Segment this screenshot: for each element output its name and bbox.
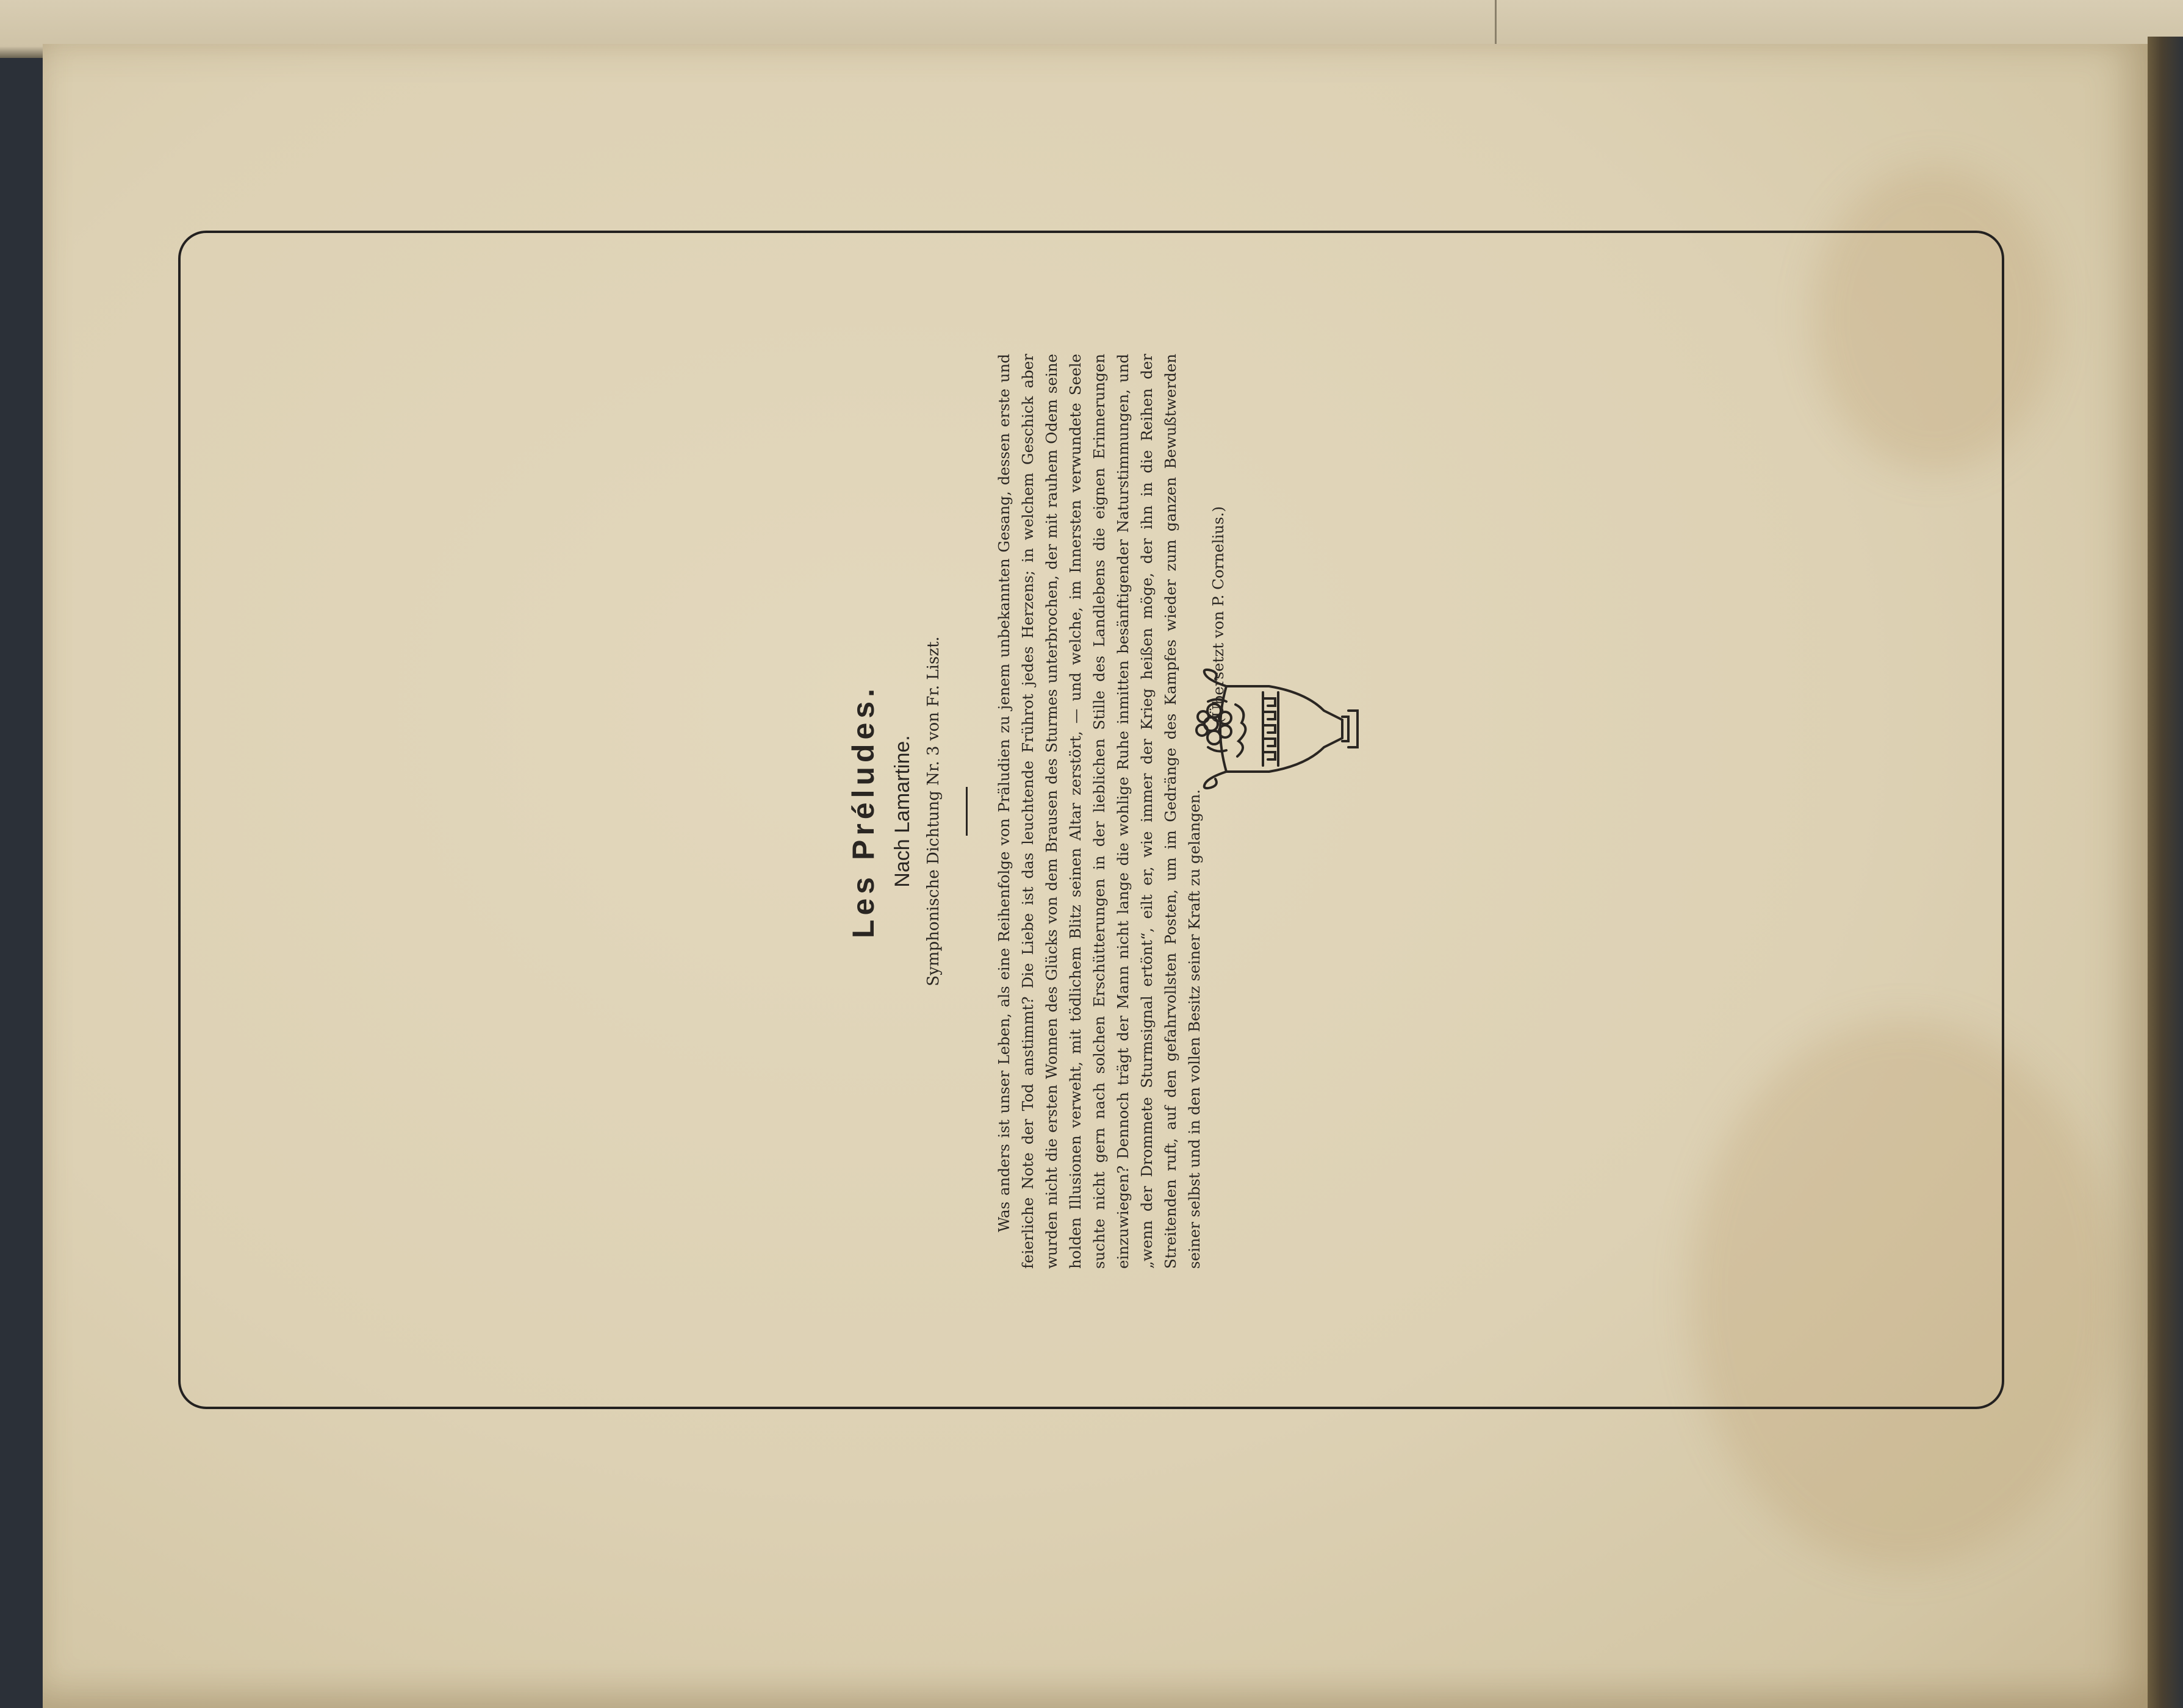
text-block (818, 323, 1367, 1299)
urn-ornament-icon (1190, 668, 1391, 790)
translator-credit: (Übersetzt von P. Cornelius.) (1209, 506, 1227, 723)
work-dedication: Symphonische Dichtung Nr. 3 von Fr. Liszt. (924, 636, 943, 986)
page-subtitle: Nach Lamartine. (891, 735, 914, 888)
right-page-edge (2148, 37, 2183, 1708)
body-paragraph: Was anders ist unser Leben, als eine Reihenfolge von Präludien zu jenem unbekannten Gesang, dessen erste und feierliche Note der Tod anstimmt? Die Liebe ist das leuchtende Frührot jedes Herzens; in welchem Geschick aber wurden nicht die ersten Wonnen des Glücks von dem Brausen des Sturmes unterbrochen, der mit rauhem Odem seine holden Illusionen verweht, mit tödlichem Blitz seinen Altar zerstört, — und welche, im Innersten verwundete Seele suchte nicht gern nach solchen Erschütterungen in der lieblichen Stille des Landlebens die eignen Erinnerungen einzuwiegen? Dennoch trägt der Mann nicht lange die wohlige Ruhe inmitten besänftigender Naturstimmungen, und „wenn der Drommete Sturmsignal ertönt“, eilt er, wie immer der Krieg heißen möge, der ihn in die Reihen der Streitenden ruft, auf den gefahrvollsten Posten, um im Gedränge des Kampfes wieder zum ganzen Bewußtwerden seiner selbst und in den vollen Besitz seiner Kraft zu gelangen. (995, 354, 1203, 1269)
urn-ornament-drawing (1190, 668, 1391, 790)
page-title: Les Préludes. (846, 684, 880, 939)
separator-rule (966, 787, 968, 836)
